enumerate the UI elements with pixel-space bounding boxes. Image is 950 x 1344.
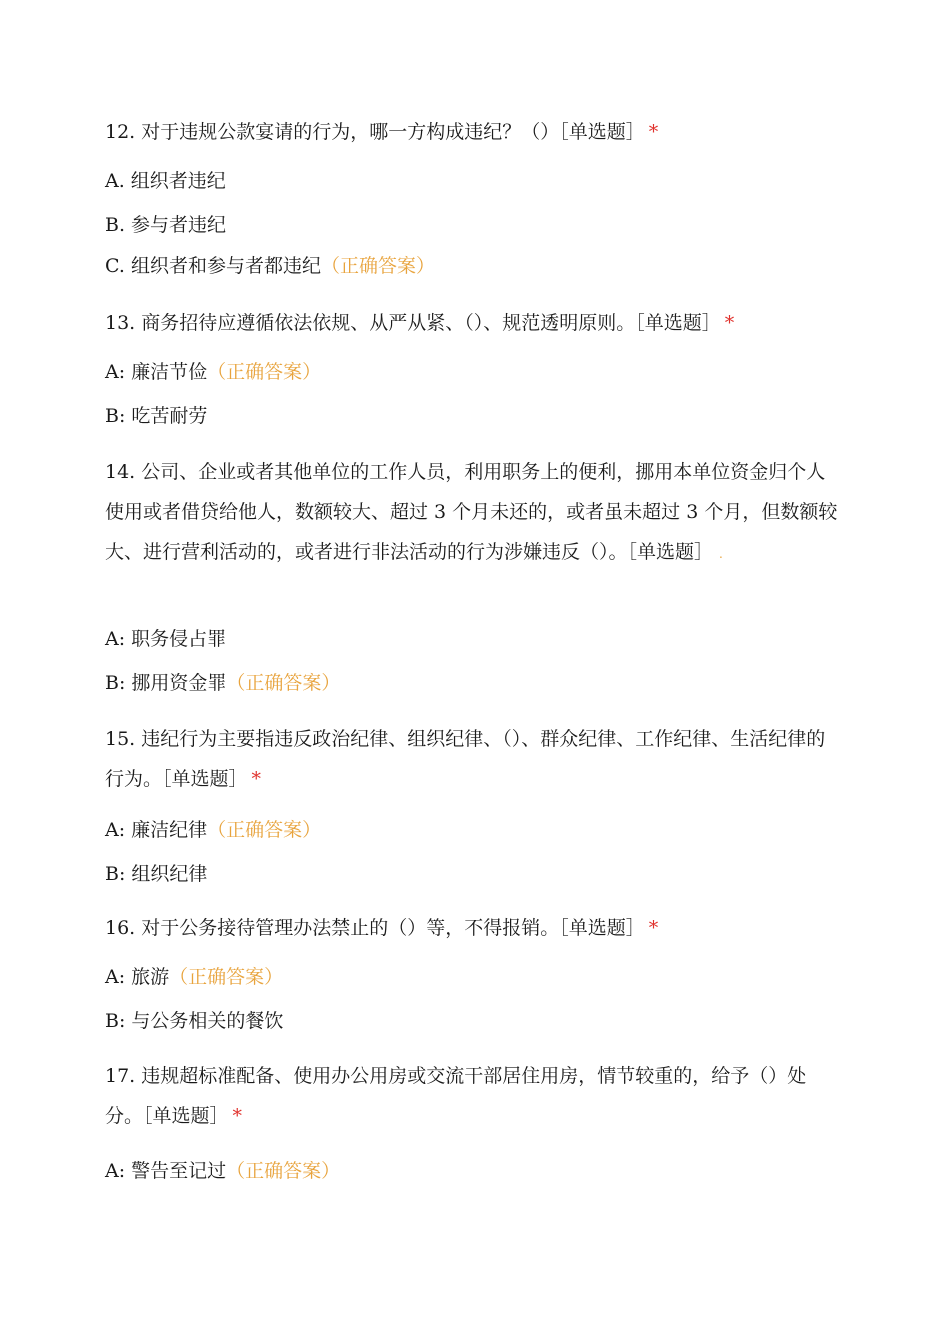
correct-answer-tag: （正确答案） [320, 255, 435, 277]
question-12 [105, 112, 840, 152]
correct-answer-tag: （正确答案） [226, 1160, 341, 1182]
question-stem: 13. 商务招待应遵循依法依规、从严从紧、（）、规范透明原则。［单选题］ [105, 312, 721, 334]
option-text: B: 挪用资金罪 [105, 672, 227, 694]
option-15-b [105, 861, 840, 887]
option-17-a [105, 1158, 840, 1184]
question-15 [105, 719, 840, 799]
question-stem: 14. 公司、企业或者其他单位的工作人员，利用职务上的便利，挪用本单位资金归个人使用或者借贷给他人，数额较大、超过 3 个月未还的，或者虽未超过 3 个月，但数额较大、进行营利活动的，或者进行非法活动的行为涉嫌违反（）。［单选题］ [105, 461, 838, 563]
question-stem: 16. 对于公务接待管理办法禁止的（）等，不得报销。［单选题］ [105, 917, 645, 939]
question-14 [105, 452, 840, 574]
question-16 [105, 908, 840, 948]
option-text: A: 职务侵占罪 [105, 628, 227, 650]
correct-answer-tag: （正确答案） [207, 361, 322, 383]
correct-answer-tag: （正确答案） [169, 966, 284, 988]
question-13 [105, 303, 840, 343]
correct-answer-tag: （正确答案） [226, 672, 341, 694]
option-text: A: 警告至记过 [105, 1160, 227, 1182]
option-text: A. 组织者违纪 [105, 170, 226, 192]
option-text: C. 组织者和参与者都违纪 [105, 255, 321, 277]
option-text: A: 旅游 [105, 966, 170, 988]
option-text: A: 廉洁纪律 [105, 819, 208, 841]
option-text: A: 廉洁节俭 [105, 361, 208, 383]
option-13-a [105, 359, 840, 385]
option-14-a [105, 626, 840, 652]
option-text: B. 参与者违纪 [105, 214, 227, 236]
required-star: * [251, 768, 262, 790]
option-text: B: 与公务相关的餐饮 [105, 1010, 284, 1032]
required-star: * [232, 1105, 243, 1127]
option-12-a [105, 168, 840, 194]
question-17 [105, 1056, 840, 1136]
option-text: B: 组织纪律 [105, 863, 208, 885]
option-12-b [105, 212, 840, 238]
option-13-b [105, 403, 840, 429]
question-stem: 15. 违纪行为主要指违反政治纪律、组织纪律、（）、群众纪律、工作纪律、生活纪律的行为。［单选题］ [105, 728, 826, 790]
option-16-b [105, 1008, 840, 1034]
option-16-a [105, 964, 840, 990]
required-star: * [724, 312, 735, 334]
option-14-b [105, 670, 840, 696]
required-star: * [648, 917, 659, 939]
question-stem: 17. 违规超标准配备、使用办公用房或交流干部居住用房，情节较重的，给予（）处分。［单选题］ [105, 1065, 807, 1127]
correct-answer-tag: （正确答案） [207, 819, 322, 841]
option-12-c [105, 253, 840, 279]
required-star: . [719, 547, 723, 561]
option-15-a [105, 817, 840, 843]
required-star: * [648, 121, 659, 143]
question-stem: 12. 对于违规公款宴请的行为，哪一方构成违纪？（）［单选题］ [105, 121, 645, 143]
option-text: B: 吃苦耐劳 [105, 405, 208, 427]
